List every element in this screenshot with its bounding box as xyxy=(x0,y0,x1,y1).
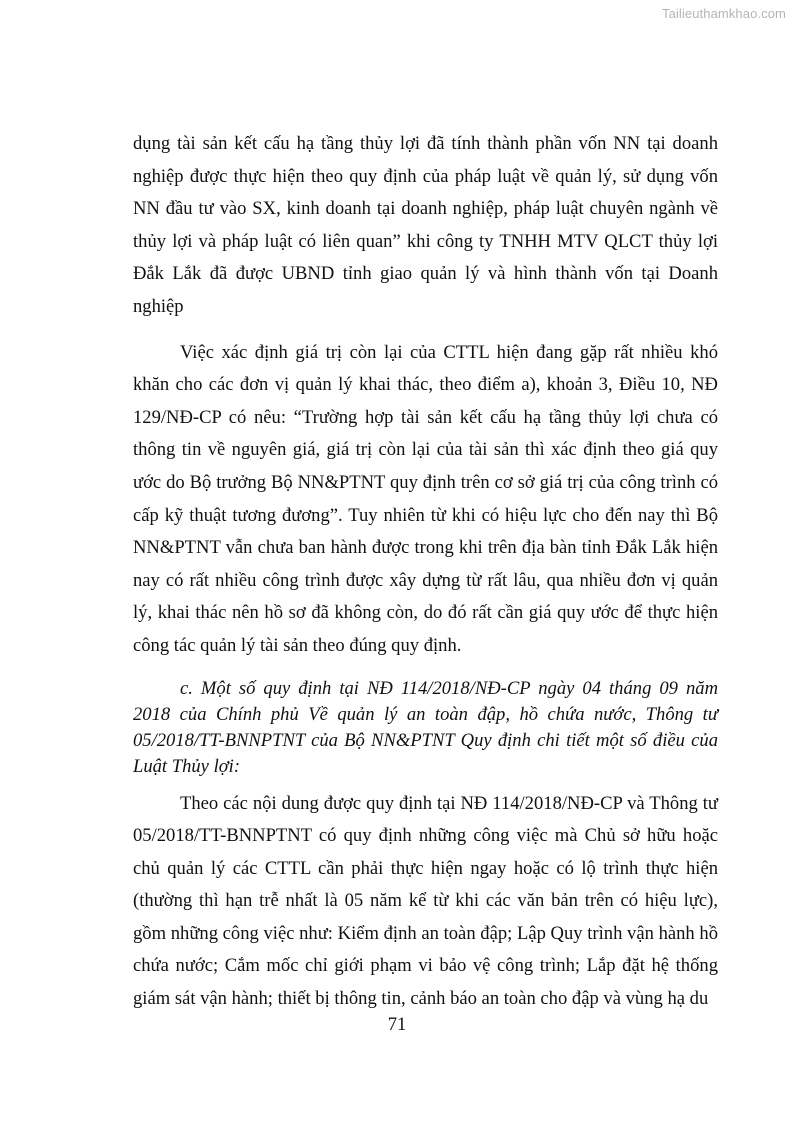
site-watermark: Tailieuthamkhao.com xyxy=(661,6,786,21)
paragraph-obligations: Theo các nội dung được quy định tại NĐ 114/2018/NĐ-CP và Thông tư 05/2018/TT-BNNPTNT có quy định những công việc mà Chủ sở hữu hoặc chủ quản lý các CTTL cần phải thực hiện ngay hoặc có lộ trình thực hiện (thường thì hạn trễ nhất là 05 năm kể từ khi các văn bản trên có hiệu lực), gồm những công việc như: Kiểm định an toàn đập; Lập Quy trình vận hành hồ chứa nước; Cắm mốc chỉ giới phạm vi bảo vệ công trình; Lắp đặt hệ thống giám sát vận hành; thiết bị thông tin, cảnh báo an toàn cho đập và vùng hạ du xyxy=(133,792,718,1010)
page-number: 71 xyxy=(387,1014,407,1035)
section-heading-c: c. Một số quy định tại NĐ 114/2018/NĐ-CP ngày 04 tháng 09 năm 2018 của Chính phủ Về quản lý an toàn đập, hồ chứa nước, Thông tư 05/2018/TT-BNNPTNT của Bộ NN&PTNT Quy định chi tiết một số điều của Luật Thủy lợi: xyxy=(133,677,718,777)
paragraph-continuation: dụng tài sản kết cấu hạ tầng thủy lợi đã tính thành phần vốn NN tại doanh nghiệp được thực hiện theo quy định của pháp luật về quản lý, sử dụng vốn NN đầu tư vào SX, kinh doanh tại doanh nghiệp, pháp luật chuyên ngành về thủy lợi và pháp luật có liên quan” khi công ty TNHH MTV QLCT thủy lợi Đắk Lắk đã được UBND tỉnh giao quản lý và hình thành vốn tại Doanh nghiệp xyxy=(133,133,718,317)
document-body xyxy=(133,128,718,1016)
paragraph-residual-value: Việc xác định giá trị còn lại của CTTL hiện đang gặp rất nhiều khó khăn cho các đơn vị quản lý khai thác, theo điểm a), khoản 3, Điều 10, NĐ 129/NĐ-CP có nêu: “Trường hợp tài sản kết cấu hạ tầng thủy lợi chưa có thông tin về nguyên giá, giá trị còn lại của tài sản thì xác định theo giá quy ước do Bộ trưởng Bộ NN&PTNT quy định trên cơ sở giá trị của công trình có cấp kỹ thuật tương đương”. Tuy nhiên từ khi có hiệu lực cho đến nay thì Bộ NN&PTNT vẫn chưa ban hành được trong khi trên địa bàn tỉnh Đắk Lắk hiện nay có rất nhiều công trình được xây dựng từ rất lâu, qua nhiều đơn vị quản lý, khai thác nên hồ sơ đã không còn, do đó rất cần giá quy ước để thực hiện công tác quản lý tài sản theo đúng quy định. xyxy=(133,341,718,656)
